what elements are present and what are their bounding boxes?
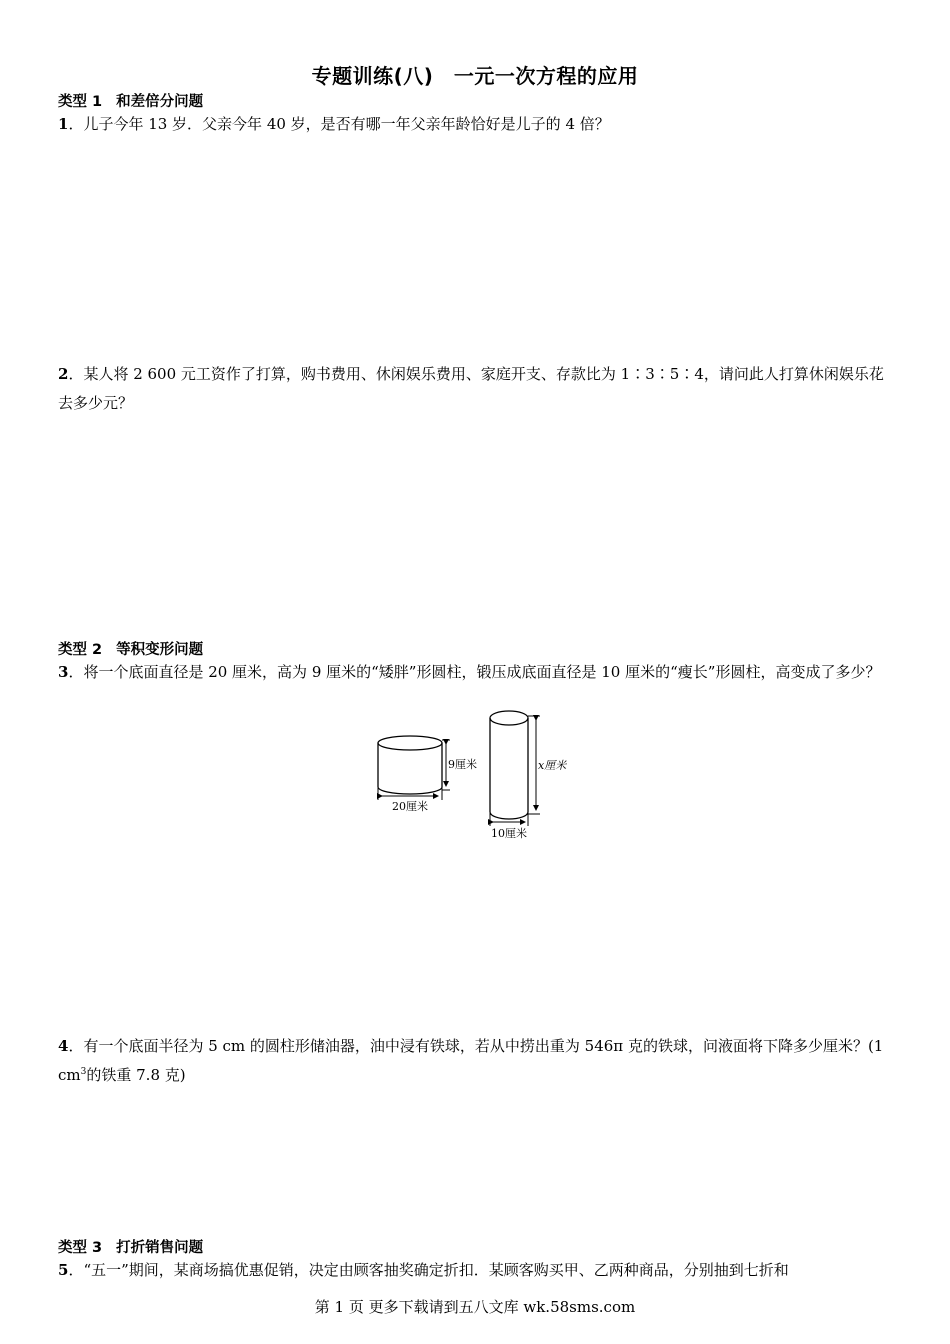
section-name: 等积变形问题 xyxy=(116,642,204,658)
section-name: 和差倍分问题 xyxy=(116,94,204,110)
question-text: ．“五一”期间，某商场搞优惠促销，决定由顾客抽奖确定折扣．某顾客购买甲、乙两种商品，分别抽到七折和 xyxy=(68,1261,789,1279)
short-diameter-label: 20厘米 xyxy=(392,800,428,813)
short-cylinder xyxy=(378,736,442,794)
section-heading-3 xyxy=(58,1236,203,1257)
question-number: 1 xyxy=(58,115,69,133)
section-label: 类型 3 xyxy=(58,1240,103,1256)
tall-cylinder xyxy=(490,711,528,819)
page-footer: 第 1 页 更多下载请到五八文库 wk.58sms.com xyxy=(314,1298,636,1316)
question-number: 5 xyxy=(58,1261,69,1279)
question-text: ．将一个底面直径是 20 厘米，高为 9 厘米的“矮胖”形圆柱，锻压成底面直径是 10 厘米的“瘦长”形圆柱，高变成了多少？ xyxy=(68,663,881,681)
question-3 xyxy=(58,658,894,687)
question-text-part2: 的铁重 7.8 克) xyxy=(86,1066,186,1084)
section-label: 类型 2 xyxy=(58,642,103,658)
question-4 xyxy=(58,1032,894,1090)
question-text: ．某人将 2 600 元工资作了打算，购书费用、休闲娱乐费用、家庭开支、存款比为 1∶3∶5∶4，请问此人打算休闲娱乐花去多少元？ xyxy=(58,365,884,412)
section-heading-2 xyxy=(58,638,203,659)
cylinder-diagram xyxy=(370,700,580,845)
page-title: 专题训练(八) 一元一次方程的应用 xyxy=(311,64,639,88)
question-number: 3 xyxy=(58,663,69,681)
tall-diameter-label: 10厘米 xyxy=(491,827,527,840)
cylinder-figure xyxy=(370,700,580,845)
question-number: 2 xyxy=(58,365,69,383)
tall-height-label: x厘米 xyxy=(538,759,567,772)
section-heading-1 xyxy=(58,90,203,111)
question-text-part1: ．有一个底面半径为 5 cm 的圆柱形储油器，油中浸有铁球，若从中捞出重为 546π 克的铁球，问液面将下降多少厘米？(1 cm xyxy=(58,1037,884,1084)
superscript-exponent: 3 xyxy=(80,1067,87,1077)
question-number: 4 xyxy=(58,1037,69,1055)
question-text: ．儿子今年 13 岁．父亲今年 40 岁，是否有哪一年父亲年龄恰好是儿子的 4 倍？ xyxy=(68,115,610,133)
question-1 xyxy=(58,110,894,139)
question-5 xyxy=(58,1256,894,1285)
question-2 xyxy=(58,360,894,418)
short-height-label: 9厘米 xyxy=(448,758,477,771)
section-label: 类型 1 xyxy=(58,94,103,110)
section-name: 打折销售问题 xyxy=(116,1240,204,1256)
